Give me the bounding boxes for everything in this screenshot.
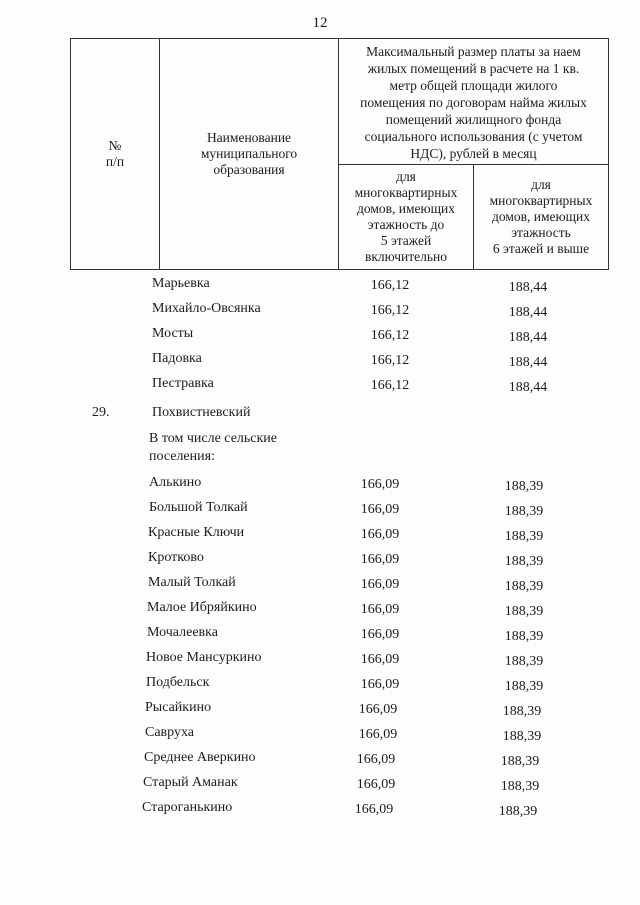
- header-sub1-line: 5 этажей: [380, 233, 432, 248]
- settlement-name: Старый Аманак: [143, 775, 238, 790]
- table-row: [0, 625, 640, 645]
- settlement-name: Новое Мансуркино: [146, 650, 262, 665]
- rate-upto-5-floors: 166,12: [370, 328, 410, 343]
- settlement-name: Рысайкино: [145, 700, 212, 715]
- header-sub2-line: домов, имеющих: [492, 209, 590, 224]
- header-max-line: социального использования (с учетом: [364, 129, 583, 144]
- rate-6-floors-plus: 188,39: [504, 579, 544, 594]
- table-row: [0, 700, 640, 720]
- table-row: [0, 650, 640, 670]
- table-row: [0, 326, 640, 346]
- rate-upto-5-floors: 166,09: [360, 677, 400, 692]
- settlement-name: Алькино: [149, 475, 202, 490]
- page-number: 12: [312, 15, 328, 31]
- settlement-name: Мочалеевка: [147, 625, 218, 640]
- rate-upto-5-floors: 166,09: [360, 577, 400, 592]
- table-row: [0, 800, 640, 820]
- rate-6-floors-plus: 188,39: [504, 629, 544, 644]
- rate-6-floors-plus: 188,44: [508, 280, 548, 295]
- rate-6-floors-plus: 188,39: [504, 479, 544, 494]
- header-sub1-line: многоквартирных: [354, 185, 458, 200]
- header-max-line: помещения по договорам найма жилых: [360, 95, 587, 110]
- district-row: [0, 405, 640, 425]
- rate-6-floors-plus: 188,44: [508, 380, 548, 395]
- rate-upto-5-floors: 166,09: [360, 627, 400, 642]
- settlement-name: Падовка: [152, 351, 202, 366]
- rate-6-floors-plus: 188,39: [498, 804, 538, 819]
- including-note-line: поселения:: [149, 449, 215, 464]
- rate-6-floors-plus: 188,44: [508, 330, 548, 345]
- rate-upto-5-floors: 166,09: [360, 527, 400, 542]
- header-sub1-line: домов, имеющих: [357, 201, 455, 216]
- header-max-line: метр общей площади жилого: [389, 78, 558, 93]
- rate-6-floors-plus: 188,39: [504, 554, 544, 569]
- settlement-name: Подбельск: [146, 675, 210, 690]
- rate-upto-5-floors: 166,09: [356, 752, 396, 767]
- district-number: 29.: [92, 405, 110, 420]
- header-col-name-line: муниципального: [200, 146, 298, 161]
- rate-upto-5-floors: 166,12: [370, 303, 410, 318]
- rate-upto-5-floors: 166,12: [370, 353, 410, 368]
- header-sub2-line: многоквартирных: [489, 193, 593, 208]
- rate-upto-5-floors: 166,09: [358, 727, 398, 742]
- rate-upto-5-floors: 166,09: [358, 702, 398, 717]
- table-row: [0, 750, 640, 770]
- table-row: [0, 475, 640, 495]
- header-col-name-line: Наименование: [206, 130, 292, 145]
- header-col-number: [71, 39, 160, 270]
- settlement-name: Староганькино: [142, 800, 233, 815]
- header-sub1-line: этажность до: [367, 217, 445, 232]
- table-row: [0, 351, 640, 371]
- rate-6-floors-plus: 188,44: [508, 305, 548, 320]
- header-col-number-line: №: [108, 138, 122, 153]
- header-max-line: Максимальный размер платы за наем: [366, 44, 581, 59]
- header-sub1-line: включительно: [364, 249, 447, 264]
- settlement-name: Малый Толкай: [148, 575, 236, 590]
- including-note-line: В том числе сельские: [149, 431, 278, 446]
- table-row: [0, 500, 640, 520]
- settlement-name: Красные Ключи: [148, 525, 245, 540]
- settlement-name: Савруха: [145, 725, 195, 740]
- rate-upto-5-floors: 166,12: [370, 378, 410, 393]
- header-col-upto-5-floors: [339, 165, 474, 270]
- header-sub1-line: для: [396, 169, 416, 184]
- header-col-number-line: п/п: [105, 154, 125, 169]
- settlement-name: Кротково: [148, 550, 204, 565]
- table-row: [0, 276, 640, 296]
- rate-6-floors-plus: 188,39: [504, 504, 544, 519]
- table-row: [0, 525, 640, 545]
- header-col-6-floors-and-above: [474, 165, 609, 270]
- settlement-name: Мосты: [152, 326, 194, 341]
- district-name: Похвистневский: [152, 405, 251, 420]
- including-note: [149, 430, 319, 466]
- settlement-name: Марьевка: [152, 276, 210, 291]
- header-max-line: помещений жилищного фонда: [385, 112, 562, 127]
- rate-upto-5-floors: 166,09: [360, 552, 400, 567]
- settlement-name: Пестравка: [152, 376, 214, 391]
- settlement-name: Михайло-Овсянка: [152, 301, 261, 316]
- header-sub2-line: этажность: [511, 225, 571, 240]
- settlement-name: Большой Толкай: [149, 500, 248, 515]
- rate-6-floors-plus: 188,39: [504, 529, 544, 544]
- rate-6-floors-plus: 188,39: [502, 729, 542, 744]
- table-row: [0, 775, 640, 795]
- header-max-line: НДС), рублей в месяц: [410, 146, 537, 161]
- rate-upto-5-floors: 166,09: [360, 602, 400, 617]
- rate-6-floors-plus: 188,39: [504, 679, 544, 694]
- rate-upto-5-floors: 166,12: [370, 278, 410, 293]
- header-col-max-rent: [339, 39, 609, 165]
- rate-6-floors-plus: 188,39: [502, 704, 542, 719]
- settlement-name: Среднее Аверкино: [144, 750, 256, 765]
- rate-6-floors-plus: 188,39: [504, 604, 544, 619]
- rate-6-floors-plus: 188,39: [500, 754, 540, 769]
- header-sub2-line: 6 этажей и выше: [492, 241, 590, 256]
- rate-upto-5-floors: 166,09: [356, 777, 396, 792]
- settlement-name: Малое Ибряйкино: [147, 600, 257, 615]
- rate-upto-5-floors: 166,09: [360, 502, 400, 517]
- header-col-name-line: образования: [213, 162, 285, 177]
- table-row: [0, 376, 640, 396]
- table-row: [0, 575, 640, 595]
- rate-6-floors-plus: 188,39: [500, 779, 540, 794]
- header-sub2-line: для: [531, 177, 551, 192]
- header-max-line: жилых помещений в расчете на 1 кв.: [367, 61, 580, 76]
- table-row: [0, 725, 640, 745]
- table-row: [0, 600, 640, 620]
- rate-6-floors-plus: 188,39: [504, 654, 544, 669]
- table-row: [0, 301, 640, 321]
- table-row: [0, 675, 640, 695]
- rate-upto-5-floors: 166,09: [354, 802, 394, 817]
- header-col-name: [160, 39, 339, 270]
- rate-upto-5-floors: 166,09: [360, 477, 400, 492]
- table-row: [0, 550, 640, 570]
- rate-6-floors-plus: 188,44: [508, 355, 548, 370]
- table-header: [70, 38, 609, 270]
- rate-upto-5-floors: 166,09: [360, 652, 400, 667]
